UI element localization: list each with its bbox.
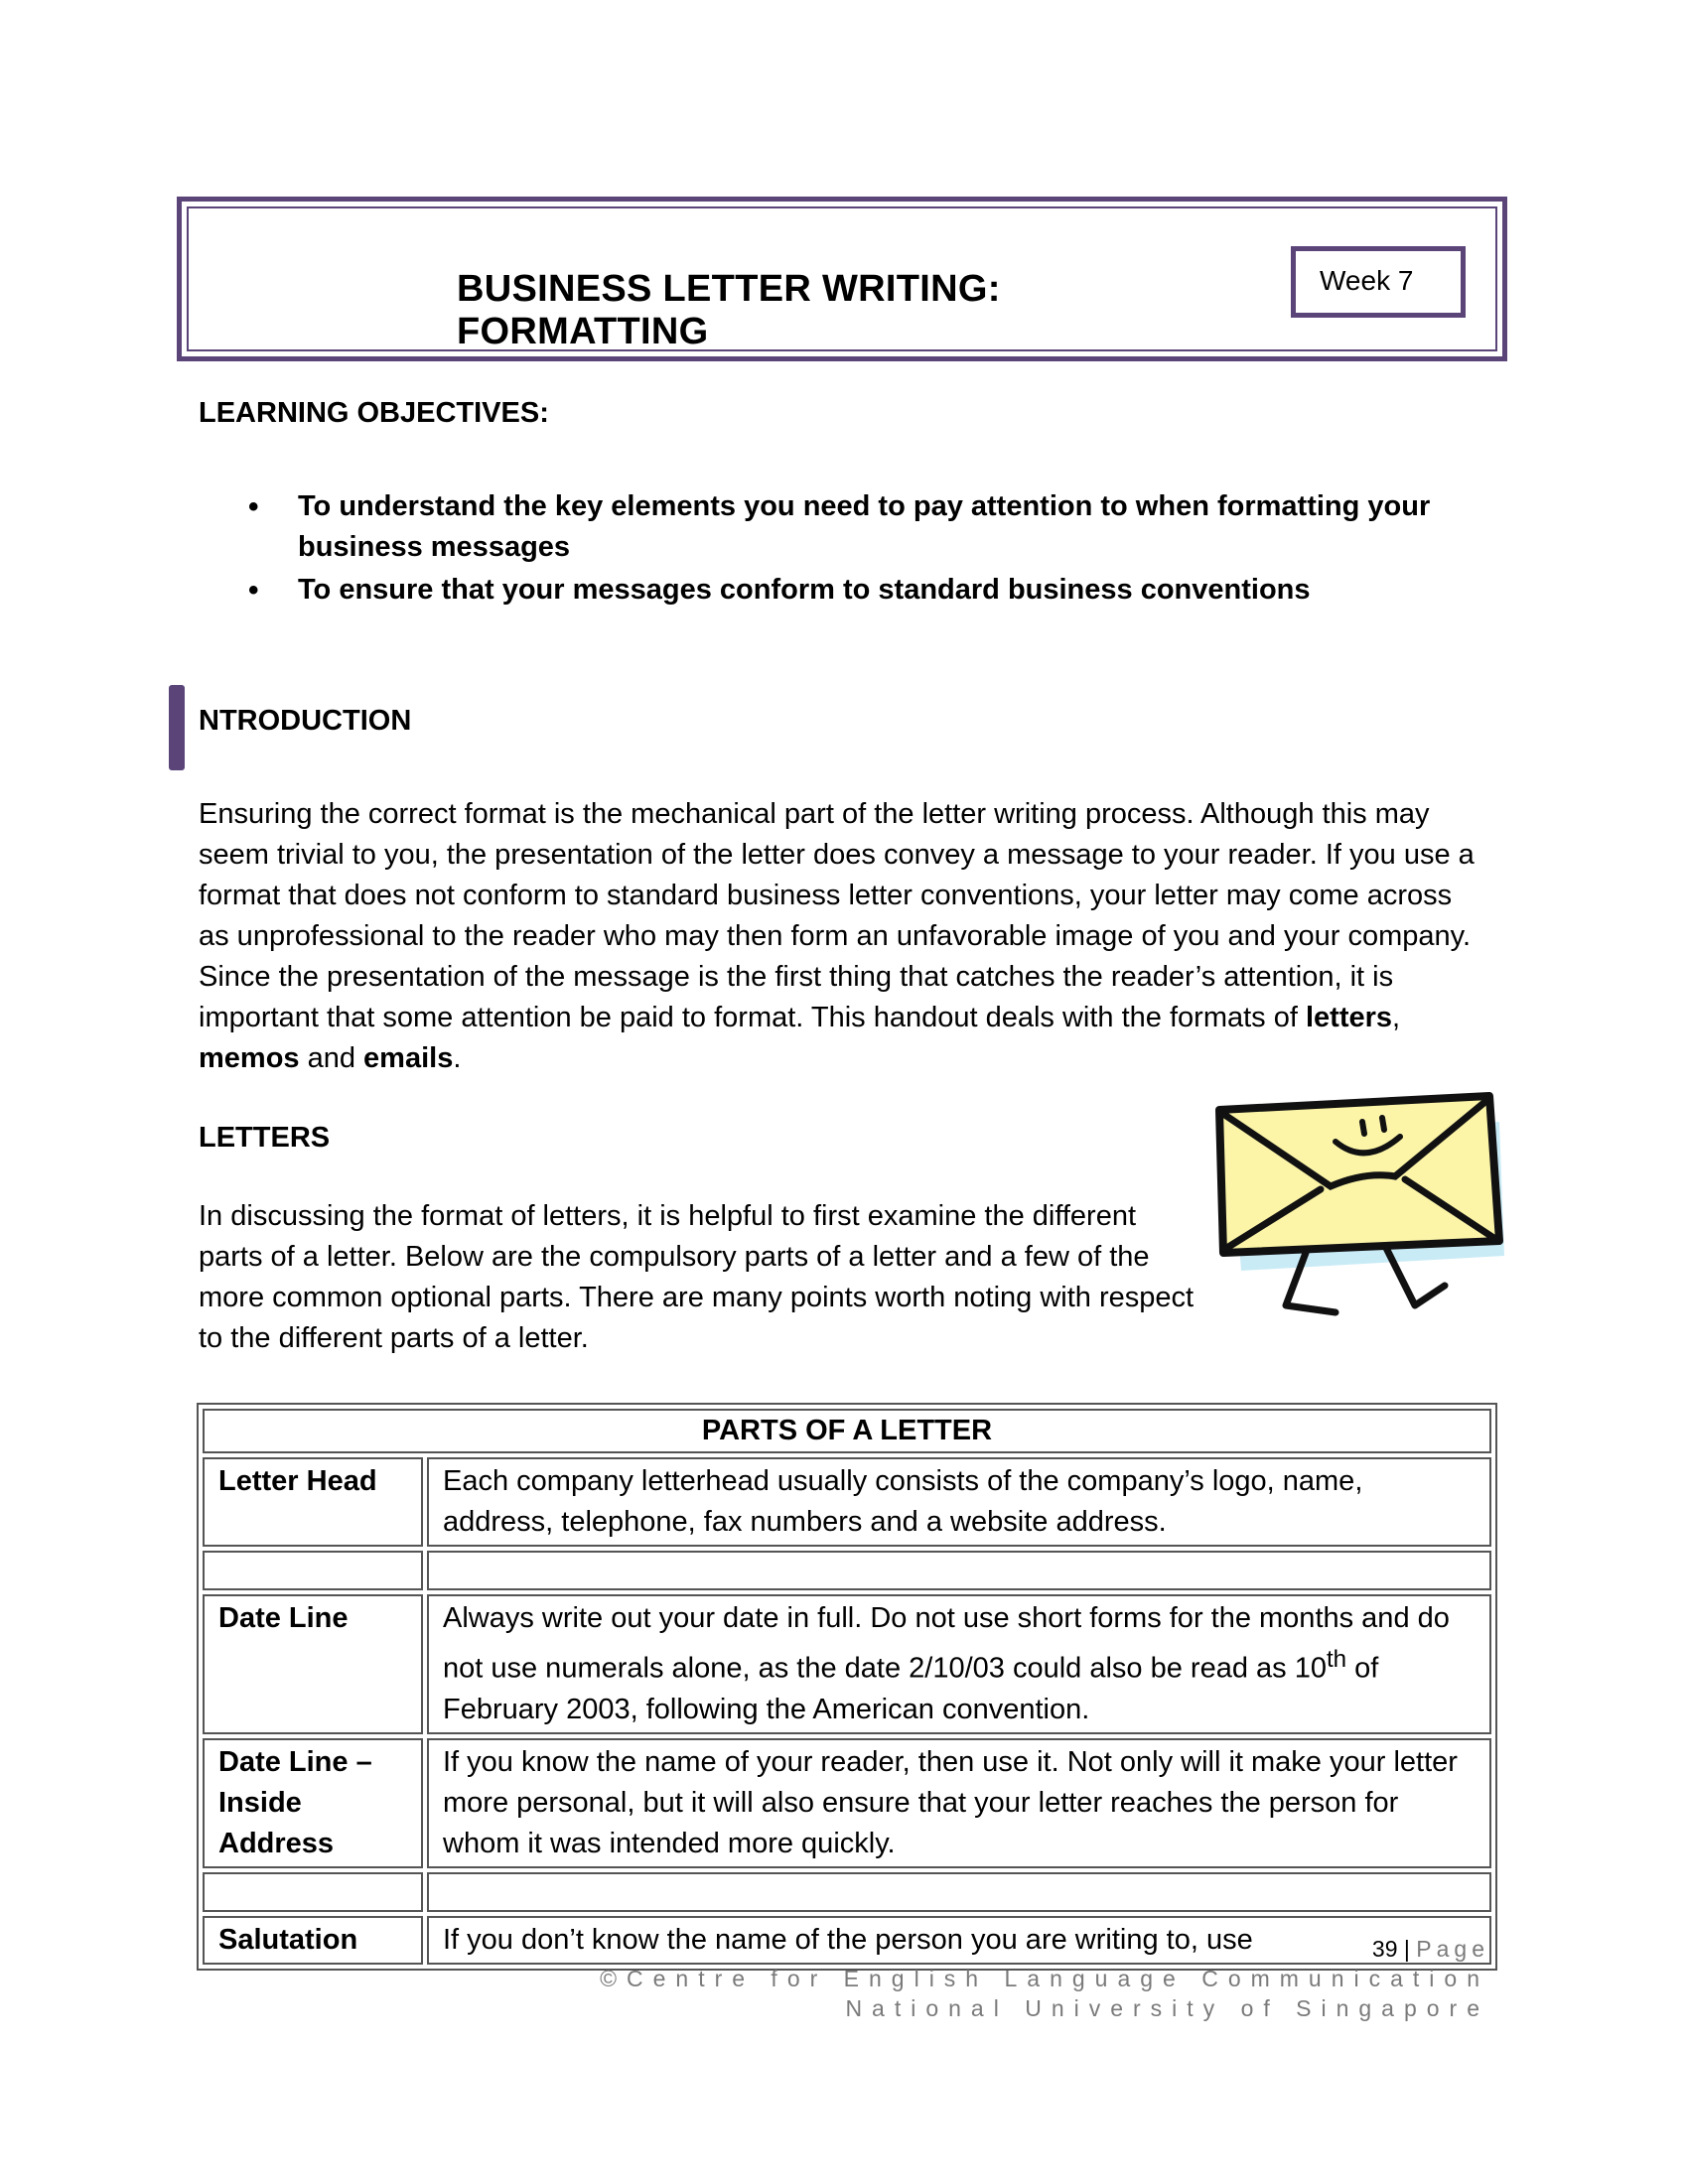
- row-description: [427, 1551, 1491, 1590]
- table-row-empty: [203, 1872, 1491, 1912]
- row-label: Date Line: [203, 1594, 423, 1734]
- objective-text: To understand the key elements you need to pay attention to when formatting your business messages: [298, 490, 1431, 563]
- objectives-heading: LEARNING OBJECTIVES:: [199, 397, 549, 429]
- institution-line: National University of Singapore: [845, 1995, 1489, 2021]
- row-description: [427, 1872, 1491, 1912]
- page-number-footer: [1372, 1936, 1489, 1963]
- introduction-accent-bar: [169, 685, 185, 770]
- objective-item: [199, 486, 1489, 568]
- table-header-row: [203, 1409, 1491, 1453]
- parts-of-letter-table: [197, 1403, 1497, 1971]
- row-text: of February 2003, following the American convention.: [443, 1652, 1379, 1725]
- table-row: [203, 1457, 1491, 1547]
- row-label: Letter Head: [203, 1457, 423, 1547]
- table-row: [203, 1594, 1491, 1734]
- introduction-paragraph: [199, 794, 1489, 1079]
- intro-text: Ensuring the correct format is the mechanical part of the letter writing process. Although this may seem trivial to you, the presentation of the letter does convey a message to your reader. If you use a format that does not conform to standard business letter conventions, your letter may come across as unprofessional to the reader who may then form an unfavorable image of you and your company. Since the presentation of the message is the first thing that catches the reader’s attention, it is important that some attention be paid to format. This handout deals with the formats of: [199, 798, 1475, 1033]
- intro-bold-memos: memos: [199, 1042, 300, 1074]
- letters-heading: LETTERS: [199, 1122, 331, 1154]
- table-title: PARTS OF A LETTER: [203, 1409, 1491, 1453]
- row-description: Each company letterhead usually consists of the company’s logo, name, address, telephone, fax numbers and a website address.: [427, 1457, 1491, 1547]
- intro-separator: ,: [1392, 1002, 1401, 1033]
- page-label: Page: [1416, 1936, 1489, 1962]
- table-row: [203, 1738, 1491, 1868]
- introduction-heading: NTRODUCTION: [199, 705, 412, 737]
- objectives-list: [199, 486, 1489, 613]
- table-row-empty: [203, 1551, 1491, 1590]
- row-description: If you don’t know the name of the person you are writing to, use: [427, 1916, 1491, 1965]
- ordinal-superscript: th: [1326, 1646, 1347, 1673]
- row-label: [203, 1872, 423, 1912]
- intro-separator: and: [299, 1042, 364, 1074]
- row-label: Date Line – Inside Address: [203, 1738, 423, 1868]
- week-badge: Week 7: [1291, 246, 1466, 318]
- page-separator: |: [1397, 1936, 1417, 1962]
- letters-paragraph: In discussing the format of letters, it is helpful to first examine the different parts of a letter. Below are the compulsory parts of a letter and a few of the more common optional parts. There are many points worth noting with respect to the different parts of a letter.: [199, 1200, 1195, 1354]
- intro-bold-letters: letters: [1305, 1002, 1393, 1033]
- page-number: 39: [1371, 1936, 1398, 1962]
- bullet-icon: •: [248, 490, 259, 523]
- row-text: Always write out your date in full. Do not use short forms for the months and do not use numerals alone, as the date 2/10/03 could also be read as 10: [443, 1602, 1450, 1685]
- bullet-icon: •: [248, 574, 259, 607]
- copyright-line: ©Centre for English Language Communication: [600, 1966, 1489, 1991]
- row-description: If you know the name of your reader, then use it. Not only will it make your letter more personal, but it will also ensure that your letter reaches the person for whom it was intended more quickly.: [427, 1738, 1491, 1868]
- document-title: BUSINESS LETTER WRITING: FORMATTING: [457, 268, 1001, 352]
- objective-text: To ensure that your messages conform to standard business conventions: [298, 574, 1311, 606]
- intro-text-end: .: [453, 1042, 462, 1074]
- objective-item: [199, 570, 1489, 611]
- row-description: [427, 1594, 1491, 1734]
- intro-bold-emails: emails: [363, 1042, 454, 1074]
- row-label: [203, 1551, 423, 1590]
- smiling-envelope-icon: [1201, 1082, 1519, 1325]
- row-label: Salutation: [203, 1916, 423, 1965]
- table-row: [203, 1916, 1491, 1965]
